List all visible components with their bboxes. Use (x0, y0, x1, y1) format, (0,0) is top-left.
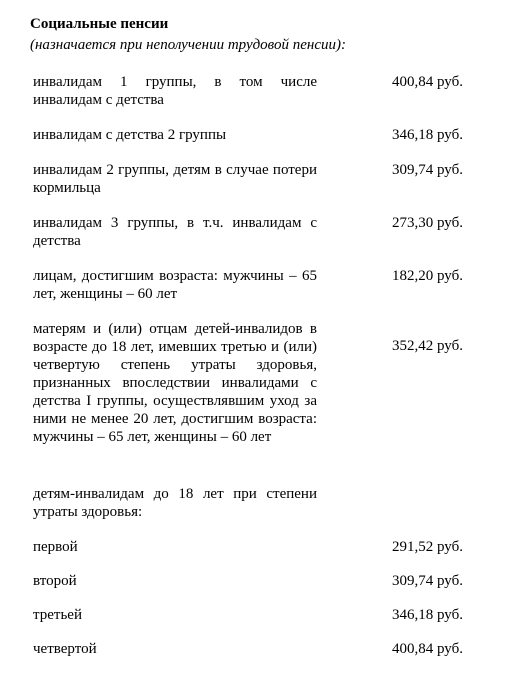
pension-amount: 352,42 руб. (392, 338, 463, 354)
pension-amount: 291,52 руб. (392, 539, 463, 555)
pension-description: четвертой (33, 641, 97, 657)
pension-amount: 346,18 руб. (392, 127, 463, 143)
pension-description: инвалидам 2 группы, детям в случае потери кормильца (33, 162, 317, 196)
pension-description: матерям и (или) отцам детей-инвалидов в возрасте до 18 лет, имевших третью и (или) четвертую степень утраты здоровья, признанных впоследствии инвалидами с детства I группы, осуществлявшим уход за ними не менее 20 лет, достигшим возраста: мужчины – 65 лет, женщины – 60 лет (33, 321, 317, 445)
pension-description: третьей (33, 607, 82, 623)
pension-description: детям-инвалидам до 18 лет при степени утраты здоровья: (33, 486, 317, 520)
pension-amount: 400,84 руб. (392, 641, 463, 657)
pension-amount: 346,18 руб. (392, 607, 463, 623)
pension-amount: 400,84 руб. (392, 74, 463, 90)
section-subtitle: (назначается при неполучении трудовой пенсии): (30, 37, 346, 53)
pension-amount: 309,74 руб. (392, 162, 463, 178)
pension-description: лицам, достигшим возраста: мужчины – 65 лет, женщины – 60 лет (33, 268, 317, 302)
section-title: Социальные пенсии (30, 16, 169, 32)
pension-amount: 273,30 руб. (392, 215, 463, 231)
pension-description: второй (33, 573, 77, 589)
pension-amount: 309,74 руб. (392, 573, 463, 589)
pension-description: инвалидам 3 группы, в т.ч. инвалидам с детства (33, 215, 317, 249)
pension-description: первой (33, 539, 78, 555)
pension-description: инвалидам с детства 2 группы (33, 127, 227, 143)
pension-amount: 182,20 руб. (392, 268, 463, 284)
pension-description: инвалидам 1 группы, в том числе инвалидам с детства (33, 74, 317, 108)
